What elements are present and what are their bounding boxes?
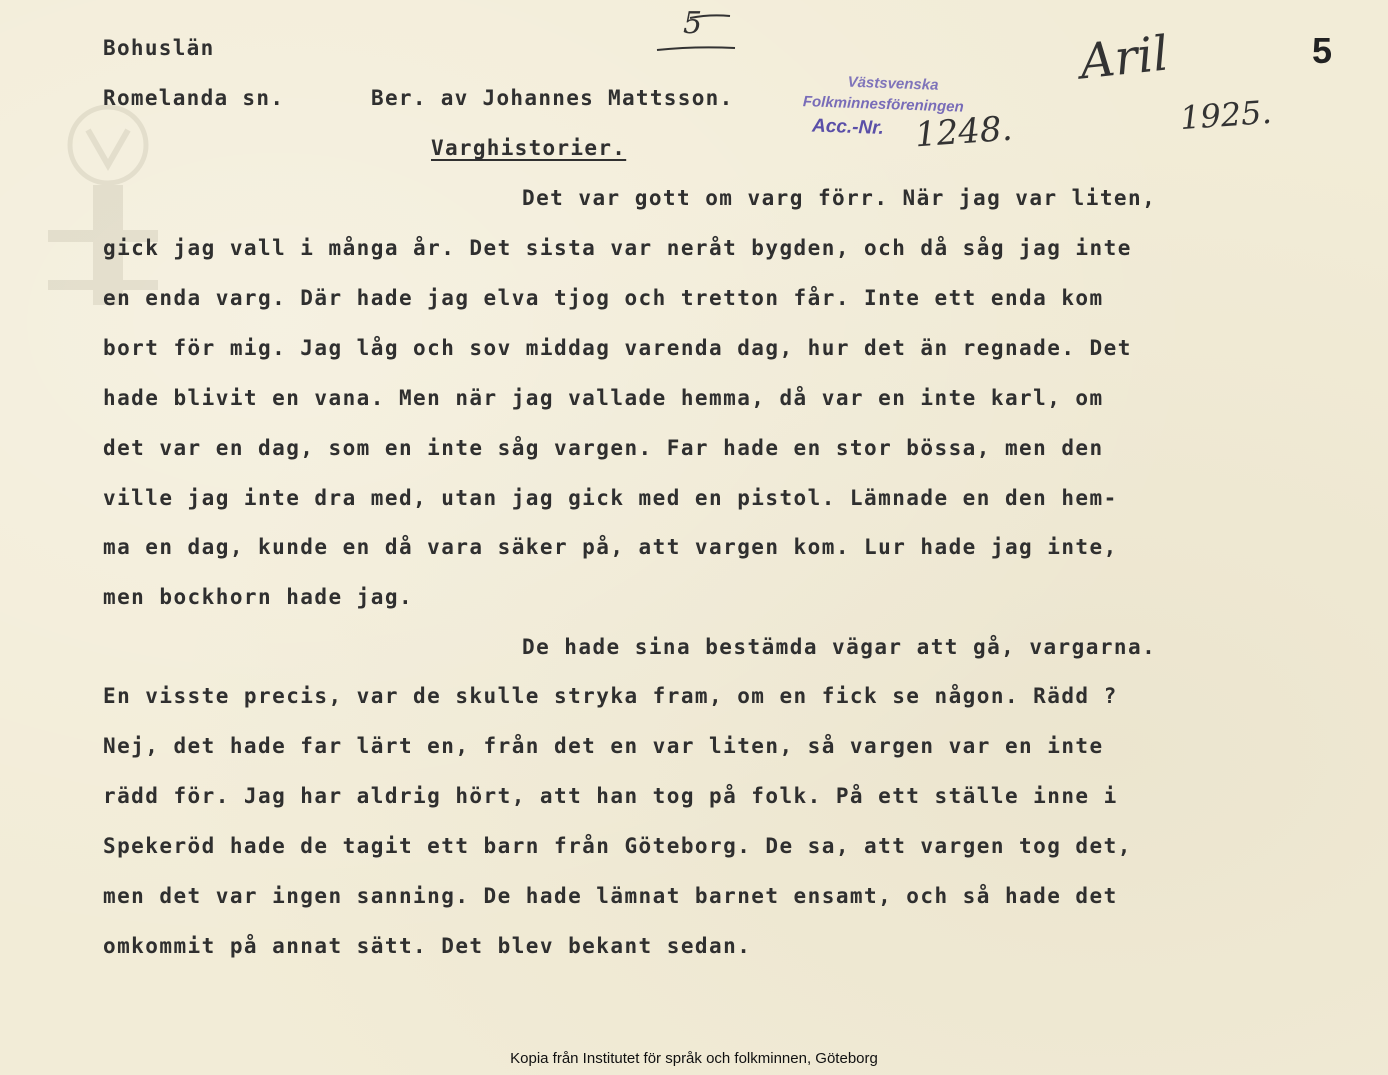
handwritten-page-number: 5 [683, 6, 703, 41]
body-line: ville jag inte dra med, utan jag gick med en pistol. Lämnade en den hem- [103, 486, 1118, 510]
body-line: men det var ingen sanning. De hade lämnat barnet ensamt, och så hade det [103, 884, 1118, 908]
handwritten-accession-number: 1248. [913, 108, 1014, 156]
body-line: De hade sina bestämda vägar att gå, vargarna. [522, 635, 1157, 659]
copy-notice-footer: Kopia från Institutet för språk och folkminnen, Göteborg [510, 1050, 878, 1067]
body-line: gick jag vall i många år. Det sista var neråt bygden, och då såg jag inte [103, 236, 1132, 260]
handwritten-month: Aril [1077, 25, 1171, 91]
body-line: men bockhorn hade jag. [103, 585, 414, 609]
body-line: En visste precis, var de skulle stryka fram, om en fick se någon. Rädd ? [103, 684, 1118, 708]
body-line: Spekeröd hade de tagit ett barn från Göteborg. De sa, att vargen tog det, [103, 834, 1132, 858]
body-line: hade blivit en vana. Men när jag vallade hemma, då var en inte karl, om [103, 386, 1104, 410]
body-line: Nej, det hade far lärt en, från det en var liten, så vargen var en inte [103, 734, 1104, 758]
document-title: Varghistorier. [431, 136, 627, 160]
stamp-line-2: Folkminnesföreningen [802, 93, 964, 116]
parish-label: Romelanda sn. [103, 86, 285, 110]
stamp-line-1: Västsvenska [847, 73, 939, 94]
province-label: Bohuslän [103, 36, 215, 60]
handwritten-year: 1925. [1178, 92, 1273, 138]
body-line: bort för mig. Jag låg och sov middag varenda dag, hur det än regnade. Det [103, 336, 1132, 360]
body-line: omkommit på annat sätt. Det blev bekant sedan. [103, 934, 752, 958]
body-line: rädd för. Jag har aldrig hört, att han tog på folk. På ett ställe inne i [103, 784, 1118, 808]
body-line: en enda varg. Där hade jag elva tjog och tretton får. Inte ett enda kom [103, 286, 1104, 310]
page-number: 5 [1312, 30, 1333, 71]
stamp-line-3: Acc.-Nr. [811, 115, 885, 139]
body-line: ma en dag, kunde en då vara säker på, att vargen kom. Lur hade jag inte, [103, 535, 1118, 559]
body-line: Det var gott om varg förr. När jag var liten, [522, 186, 1157, 210]
body-line: det var en dag, som en inte såg vargen. Far hade en stor bössa, men den [103, 436, 1104, 460]
reporter-label: Ber. av Johannes Mattsson. [371, 86, 734, 110]
